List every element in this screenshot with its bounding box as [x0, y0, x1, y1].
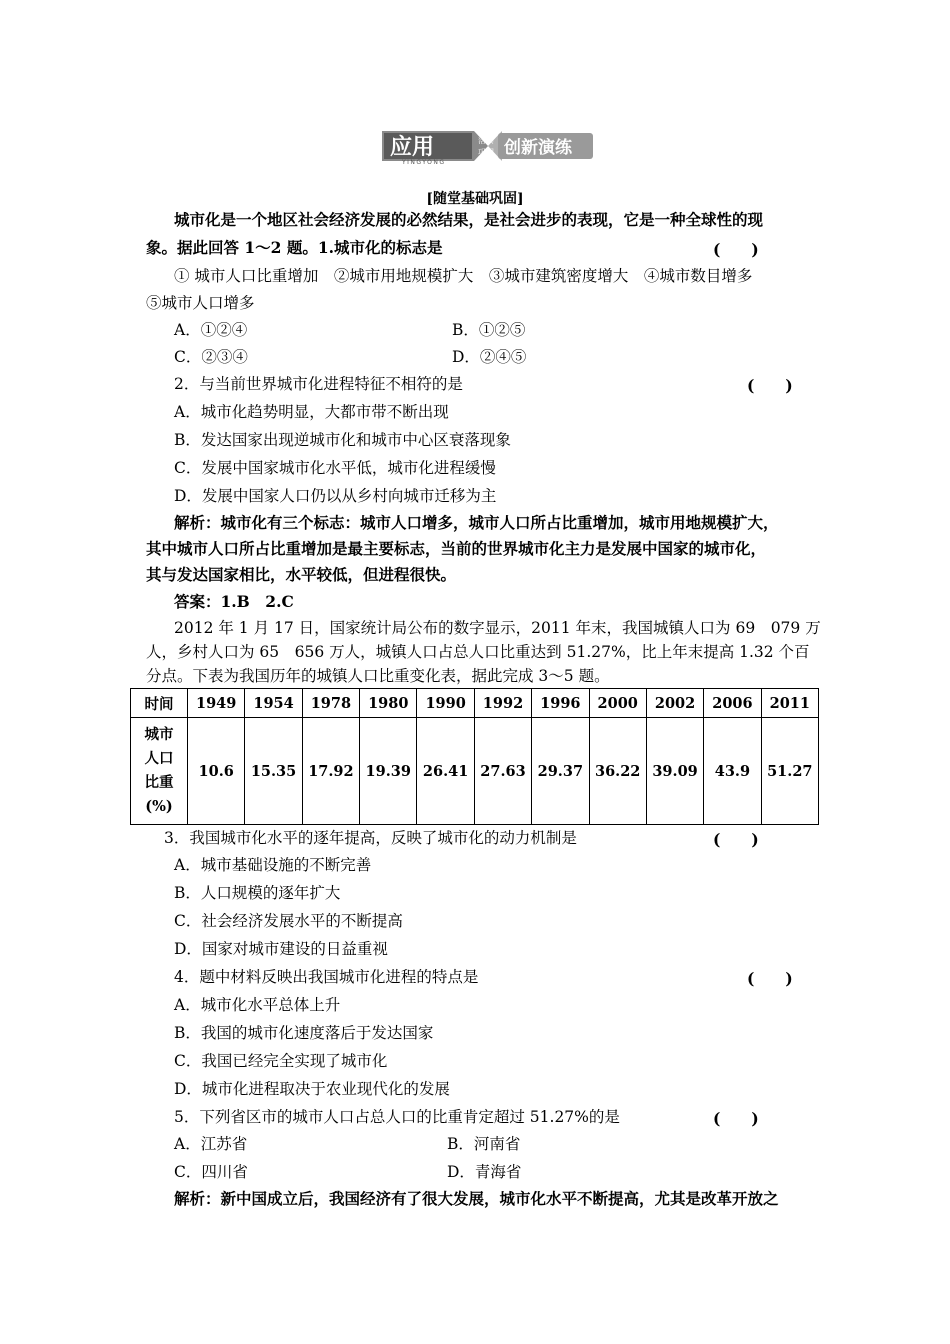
year-cell: 2011: [761, 689, 818, 718]
year-cell: 1954: [245, 689, 302, 718]
banner-small-top: 落实: [478, 136, 494, 145]
intro-line-2: 象。据此回答 1～2 题。1.城市化的标志是: [146, 238, 443, 257]
table-value-row: [131, 718, 819, 825]
year-cell: 2006: [704, 689, 761, 718]
row-label-line: 人口: [144, 750, 174, 767]
section-banner: [380, 127, 595, 165]
q3-answer-paren: ( ): [713, 830, 759, 849]
q2-option-d: D．发展中国家人口仍以从乡村向城市迁移为主: [174, 487, 497, 505]
q4-option-a: A．城市化水平总体上升: [174, 996, 341, 1014]
table-row-label: [131, 718, 188, 825]
urbanization-table: [130, 688, 819, 825]
banner-main-text: 应用: [390, 135, 435, 160]
answer-line: 答案：1.B 2.C: [174, 592, 294, 611]
year-cell: 1978: [302, 689, 359, 718]
q1-option-b: B．①②⑤: [452, 321, 526, 339]
value-cell: 43.9: [704, 718, 761, 825]
banner-sub-text: 创新演练: [504, 138, 572, 158]
table-header-label: 时间: [131, 689, 188, 718]
q2-option-b: B．发达国家出现逆城市化和城市中心区衰落现象: [174, 431, 511, 449]
year-cell: 1990: [417, 689, 474, 718]
q4-stem: 4．题中材料反映出我国城市化进程的特点是: [174, 968, 479, 986]
intro-line-1: 城市化是一个地区社会经济发展的必然结果，是社会进步的表现，它是一种全球性的现: [174, 210, 764, 229]
q2-option-a: A．城市化趋势明显，大都市带不断出现: [174, 403, 449, 421]
value-cell: 10.6: [188, 718, 245, 825]
value-cell: 26.41: [417, 718, 474, 825]
row-label-line: (%): [145, 798, 173, 815]
q5-option-b: B．河南省: [447, 1135, 521, 1153]
material-line-3: 分点。下表为我国历年的城镇人口比重变化表，据此完成 3～5 题。: [146, 667, 610, 685]
material-line-2: 人，乡村人口为 65 656 万人，城镇人口占总人口比重达到 51.27%，比上年末提高 1.32 个百: [146, 643, 810, 661]
q5-option-d: D．青海省: [447, 1163, 522, 1181]
q5-stem: 5．下列省区市的城市人口占总人口的比重肯定超过 51.27%的是: [174, 1108, 620, 1126]
table-header-row: [131, 689, 819, 718]
q3-stem: 3．我国城市化水平的逐年提高，反映了城市化的动力机制是: [164, 829, 577, 847]
year-cell: 1949: [188, 689, 245, 718]
value-cell: 19.39: [360, 718, 417, 825]
q3-option-c: C．社会经济发展水平的不断提高: [174, 912, 403, 930]
analysis-2-line-1: 解析：新中国成立后，我国经济有了很大发展，城市化水平不断提高，尤其是改革开放之: [174, 1189, 779, 1208]
year-cell: 1980: [360, 689, 417, 718]
analysis-1-line-2: 其中城市人口所占比重增加是最主要标志，当前的世界城市化主力是发展中国家的城市化，: [146, 539, 767, 558]
q1-option-d: D．②④⑤: [452, 348, 527, 366]
q1-option-a: A．①②④: [174, 321, 248, 339]
banner-graphic: [380, 127, 595, 165]
material-line-1: 2012 年 1 月 17 日，国家统计局公布的数字显示，2011 年末，我国城镇人口为 69 079 万: [174, 619, 821, 637]
banner-pinyin: YINGYONG: [402, 159, 446, 165]
q3-option-a: A．城市基础设施的不断完善: [174, 856, 372, 874]
q5-option-a: A．江苏省: [174, 1135, 248, 1153]
row-label-line: 城市: [144, 726, 174, 743]
q1-answer-paren: ( ): [713, 240, 759, 259]
year-cell: 2002: [646, 689, 703, 718]
year-cell: 1992: [474, 689, 531, 718]
q3-option-d: D．国家对城市建设的日益重视: [174, 940, 388, 958]
q4-option-d: D．城市化进程取决于农业现代化的发展: [174, 1080, 450, 1098]
analysis-1-line-1: 解析：城市化有三个标志：城市人口增多，城市人口所占比重增加，城市用地规模扩大，: [174, 513, 779, 532]
q1-option-c: C．②③④: [174, 348, 248, 366]
q2-answer-paren: ( ): [747, 376, 793, 395]
q4-option-b: B．我国的城市化速度落后于发达国家: [174, 1024, 434, 1042]
q1-statements-line-2: ⑤城市人口增多: [146, 294, 255, 312]
section-title: [随堂基础巩固]: [426, 191, 524, 207]
q5-answer-paren: ( ): [713, 1109, 759, 1128]
value-cell: 39.09: [646, 718, 703, 825]
q4-option-c: C．我国已经完全实现了城市化: [174, 1052, 388, 1070]
value-cell: 36.22: [589, 718, 646, 825]
q4-answer-paren: ( ): [747, 969, 793, 988]
q3-option-b: B．人口规模的逐年扩大: [174, 884, 341, 902]
analysis-1-line-3: 其与发达国家相比，水平较低，但进程很快。: [146, 565, 457, 584]
q5-option-c: C．四川省: [174, 1163, 248, 1181]
q1-statements-line-1: ① 城市人口比重增加 ②城市用地规模扩大 ③城市建筑密度增大 ④城市数目增多: [174, 267, 753, 285]
row-label-line: 比重: [144, 774, 174, 791]
value-cell: 29.37: [532, 718, 589, 825]
value-cell: 15.35: [245, 718, 302, 825]
value-cell: 17.92: [302, 718, 359, 825]
q2-stem: 2．与当前世界城市化进程特征不相符的是: [174, 375, 463, 393]
year-cell: 2000: [589, 689, 646, 718]
q2-option-c: C．发展中国家城市化水平低，城市化进程缓慢: [174, 459, 496, 477]
value-cell: 51.27: [761, 718, 818, 825]
year-cell: 1996: [532, 689, 589, 718]
value-cell: 27.63: [474, 718, 531, 825]
banner-small-bottom: 巩固: [478, 148, 494, 157]
